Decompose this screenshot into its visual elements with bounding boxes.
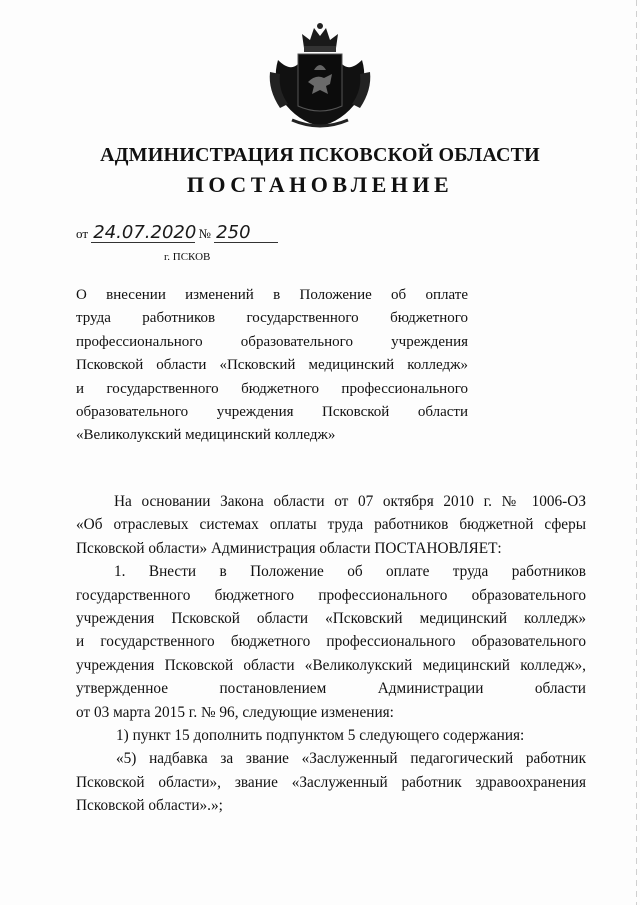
city-label: г. ПСКОВ	[164, 251, 211, 263]
body-line: государственного бюджетного профессионального образовательного	[76, 586, 586, 604]
subject-line: Псковской области «Псковский медицинский колледж»	[76, 357, 468, 374]
body-line: На основании Закона области от 07 октября 2010 г. № 1006-ОЗ	[114, 493, 586, 510]
body-line: Псковской области», звание «Заслуженный работник здравоохранения	[76, 773, 586, 791]
document-number: 250	[214, 224, 278, 243]
date-prefix: от	[76, 226, 89, 241]
body-line: 1) пункт 15 дополнить подпунктом 5 следующего содержания:	[116, 727, 525, 745]
document-subject	[76, 284, 468, 448]
subject-line: образовательного учреждения Псковской области	[76, 404, 468, 421]
pskov-coat-of-arms-emblem	[268, 20, 372, 128]
document-meta	[76, 224, 278, 243]
subject-line: и государственного бюджетного профессионального	[76, 380, 468, 397]
document-date: 24.07.2020	[93, 222, 197, 243]
body-line: 1. Внести в Положение об оплате труда работников	[114, 563, 586, 581]
body-line: учреждения Псковской области «Великолукский медицинский колледж»,	[76, 656, 586, 674]
organization-title: АДМИНИСТРАЦИЯ ПСКОВСКОЙ ОБЛАСТИ	[100, 144, 540, 166]
subject-line: «Великолукский медицинский колледж»	[76, 427, 336, 444]
body-line: учреждения Псковской области «Псковский медицинский колледж»	[76, 610, 586, 628]
scan-edge-line	[636, 0, 637, 905]
subject-line: О внесении изменений в Положение об оплате	[76, 287, 468, 303]
subject-line: труда работников государственного бюджетного	[76, 310, 468, 327]
body-line: «Об отраслевых системах оплаты труда работников бюджетной сферы	[76, 516, 586, 534]
body-line: Псковской области» Администрация области ПОСТАНОВЛЯЕТ:	[76, 539, 502, 557]
document-body	[76, 490, 586, 818]
document-type-title: ПОСТАНОВЛЕНИЕ	[186, 172, 454, 197]
body-line: и государственного бюджетного профессионального образовательного	[76, 633, 586, 651]
body-line: «5) надбавка за звание «Заслуженный педагогический работник	[116, 750, 586, 768]
number-prefix: №	[198, 226, 211, 241]
body-line: от 03 марта 2015 г. № 96, следующие изменения:	[76, 703, 394, 721]
body-line: утвержденное постановлением Администрации области	[76, 680, 586, 698]
subject-line: профессионального образовательного учреждения	[76, 333, 468, 350]
body-line: Псковской области».»;	[76, 797, 223, 815]
